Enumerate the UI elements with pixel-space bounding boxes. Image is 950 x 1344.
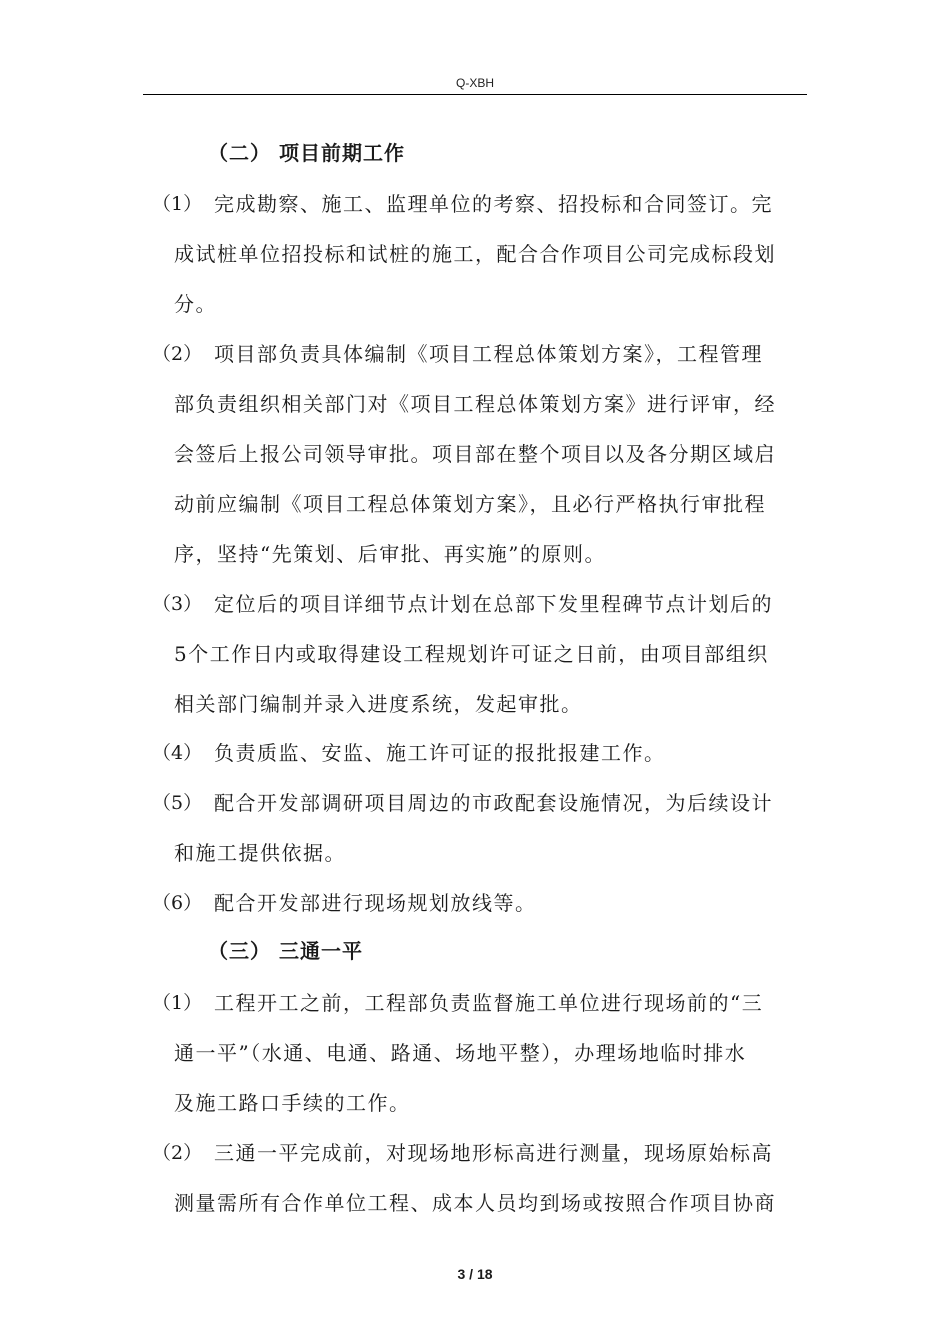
item-number: （6） xyxy=(152,892,203,914)
paragraph-line: 配合开发部调研项目周边的市政配套设施情况，为后续设计 xyxy=(214,791,773,815)
paragraph-line: 相关部门编制并录入进度系统，发起审批。 xyxy=(174,692,583,716)
paragraph-line: 三通一平完成前，对现场地形标高进行测量，现场原始标高 xyxy=(214,1141,773,1165)
paragraph-line: 完成勘察、施工、监理单位的考察、招投标和合同签订。完 xyxy=(214,192,773,216)
item-number: （1） xyxy=(152,193,203,215)
paragraph-line: 和施工提供依据。 xyxy=(174,841,346,865)
item-number: （4） xyxy=(152,742,203,764)
paragraph-line: 会签后上报公司领导审批。项目部在整个项目以及各分期区域启 xyxy=(174,442,776,466)
paragraph-line: 通一平”（水通、电通、路通、场地平整），办理场地临时排水 xyxy=(174,1041,747,1065)
paragraph-line: 成试桩单位招投标和试桩的施工，配合合作项目公司完成标段划 xyxy=(174,242,776,266)
paragraph-line: 部负责组织相关部门对《项目工程总体策划方案》进行评审，经 xyxy=(174,392,776,416)
item-number: （5） xyxy=(152,792,203,814)
paragraph-line: 配合开发部进行现场规划放线等。 xyxy=(214,891,537,915)
item-number: （1） xyxy=(152,992,203,1014)
item-number: （2） xyxy=(152,343,203,365)
header-rule xyxy=(143,94,807,95)
page-header-code: Q-XBH xyxy=(455,76,494,90)
paragraph-line: 分。 xyxy=(174,292,217,316)
paragraph-line: 及施工路口手续的工作。 xyxy=(174,1091,411,1115)
paragraph-line: 项目部负责具体编制《项目工程总体策划方案》，工程管理 xyxy=(214,342,763,366)
paragraph-line: 5个工作日内或取得建设工程规划许可证之日前，由项目部组织 xyxy=(174,642,769,666)
item-number: （2） xyxy=(152,1142,203,1164)
paragraph-line: 工程开工之前，工程部负责监督施工单位进行现场前的“三 xyxy=(214,991,764,1015)
section-heading: （二） 项目前期工作 xyxy=(208,141,405,165)
paragraph-line: 动前应编制《项目工程总体策划方案》，且必行严格执行审批程 xyxy=(174,492,766,516)
paragraph-line: 定位后的项目详细节点计划在总部下发里程碑节点计划后的 xyxy=(214,592,773,616)
item-number: （3） xyxy=(152,593,203,615)
paragraph-line: 负责质监、安监、施工许可证的报批报建工作。 xyxy=(214,741,666,765)
paragraph-line: 测量需所有合作单位工程、成本人员均到场或按照合作项目协商 xyxy=(174,1191,776,1215)
paragraph-line: 序，坚持“先策划、后审批、再实施”的原则。 xyxy=(174,542,606,566)
section-heading: （三） 三通一平 xyxy=(208,939,363,963)
page-number: 3 / 18 xyxy=(457,1266,493,1282)
